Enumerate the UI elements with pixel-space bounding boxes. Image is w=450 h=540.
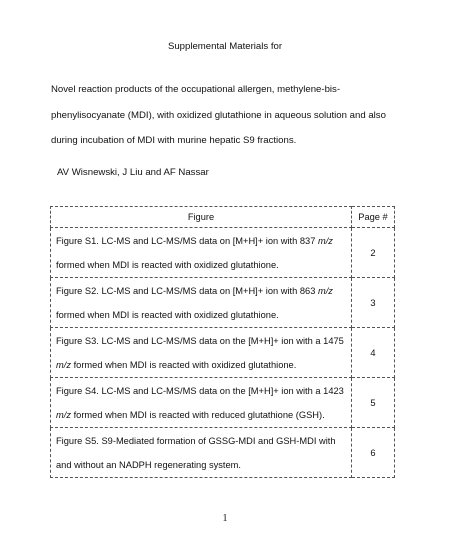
description-text: formed when MDI is reacted with oxidized glutathione. [56, 260, 279, 270]
description-text: Figure S5. S9-Mediated formation of GSSG-MDI and GSH-MDI with and without an NADPH regenerating system. [56, 436, 336, 470]
unit-text: m/z [317, 286, 333, 296]
unit-text: m/z [56, 360, 71, 370]
description-text: Figure S2. LC-MS and LC-MS/MS data on [M+H]+ ion with 863 [56, 286, 318, 296]
table-header-row [51, 207, 395, 228]
figure-description [51, 228, 352, 278]
page-number: 1 [222, 513, 228, 524]
table-row [51, 328, 395, 378]
table-row [51, 378, 395, 428]
description-text: formed when MDI is reacted with oxidized glutathione. [56, 310, 279, 320]
figure-description [51, 328, 352, 378]
unit-text: m/z [317, 236, 333, 246]
table-row [51, 278, 395, 328]
description-text: Figure S4. LC-MS and LC-MS/MS data on the [M+H]+ ion with a 1423 [56, 386, 344, 396]
page-number-cell: 5 [352, 378, 395, 428]
unit-text: m/z [56, 410, 71, 420]
figure-column-header: Figure [51, 207, 352, 228]
page-number-cell: 2 [352, 228, 395, 278]
figure-index-table [50, 206, 395, 478]
article-title: Novel reaction products of the occupational allergen, methylene-bis-phenylisocyanate (MDI), with oxidized glutathione in aqueous solution and also during incubation of MDI with murine hepatic S9 fractions. [51, 84, 386, 146]
page-number-cell: 6 [352, 428, 395, 478]
description-text: formed when MDI is reacted with reduced glutathione (GSH). [70, 410, 325, 420]
figure-description [51, 378, 352, 428]
description-text: formed when MDI is reacted with oxidized glutathione. [70, 360, 297, 370]
description-text: Figure S1. LC-MS and LC-MS/MS data on [M+H]+ ion with 837 [56, 236, 318, 246]
author-list: AV Wisnewski, J Liu and AF Nassar [57, 167, 209, 178]
document-heading: Supplemental Materials for [167, 41, 283, 52]
page-number-cell: 4 [352, 328, 395, 378]
page-number-cell: 3 [352, 278, 395, 328]
page-column-header: Page # [352, 207, 395, 228]
figure-description [51, 428, 352, 478]
description-text: Figure S3. LC-MS and LC-MS/MS data on the [M+H]+ ion with a 1475 [56, 336, 344, 346]
figure-description [51, 278, 352, 328]
table-row [51, 428, 395, 478]
table-row [51, 228, 395, 278]
